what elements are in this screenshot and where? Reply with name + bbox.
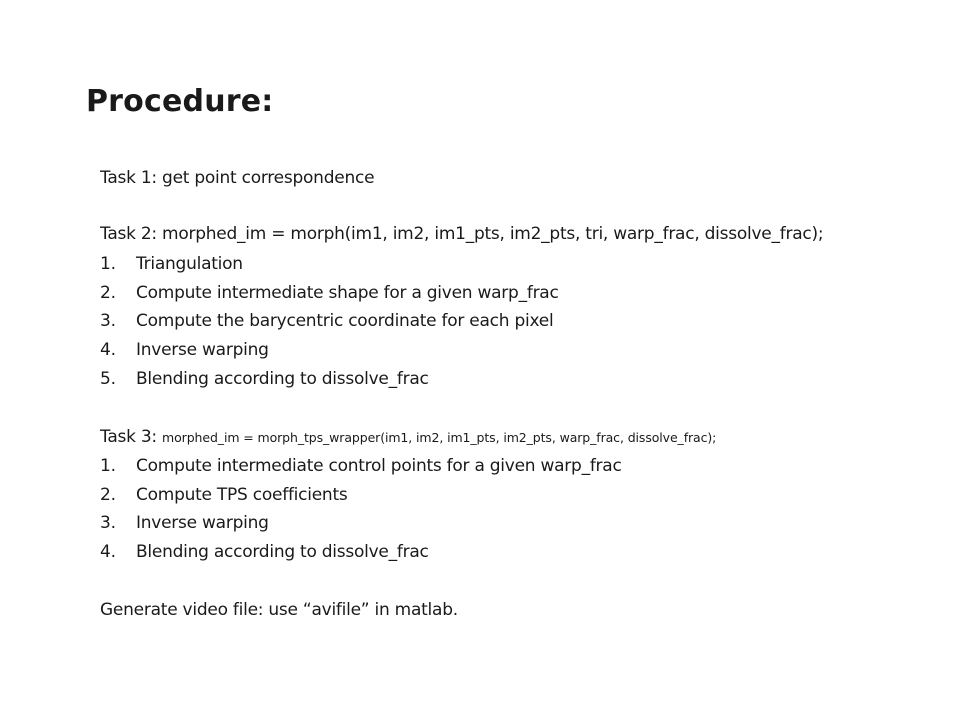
list-item-text: Compute the barycentric coordinate for each pixel (136, 311, 554, 331)
list-item-text: Blending according to dissolve_frac (136, 542, 429, 562)
list-item-text: Compute intermediate shape for a given warp_frac (136, 283, 559, 303)
list-item-number: 4. (100, 542, 116, 562)
list-item-text: Inverse warping (136, 340, 269, 360)
footer-note: Generate video file: use “avifile” in matlab. (100, 600, 458, 620)
task3-code: morphed_im = morph_tps_wrapper(im1, im2, im1_pts, im2_pts, warp_frac, dissolve_frac); (162, 430, 717, 445)
list-item-text: Inverse warping (136, 513, 269, 533)
slide-title: Procedure: (86, 84, 274, 119)
task3-heading (100, 424, 716, 450)
list-item-number: 2. (100, 485, 116, 505)
task3-label: Task 3: (100, 427, 157, 447)
task2-heading: Task 2: morphed_im = morph(im1, im2, im1_pts, im2_pts, tri, warp_frac, dissolve_frac); (100, 224, 824, 244)
task1-text: Task 1: get point correspondence (100, 168, 375, 188)
list-item-text: Blending according to dissolve_frac (136, 369, 429, 389)
list-item-number: 2. (100, 283, 116, 303)
list-item-number: 3. (100, 513, 116, 533)
list-item-number: 1. (100, 456, 116, 476)
list-item-number: 3. (100, 311, 116, 331)
list-item-text: Compute TPS coefficients (136, 485, 348, 505)
list-item-number: 5. (100, 369, 116, 389)
list-item-text: Triangulation (136, 254, 243, 274)
list-item-number: 4. (100, 340, 116, 360)
list-item-text: Compute intermediate control points for a given warp_frac (136, 456, 622, 476)
list-item-number: 1. (100, 254, 116, 274)
